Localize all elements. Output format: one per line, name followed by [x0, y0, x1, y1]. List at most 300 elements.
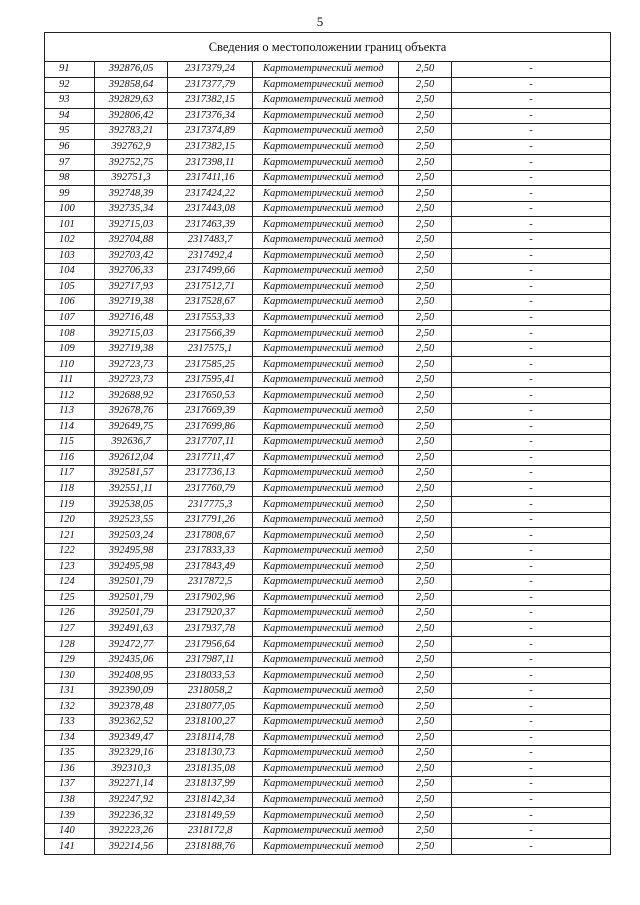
method-cell: Картометрический метод	[253, 575, 399, 591]
point-number-cell: 141	[45, 839, 95, 855]
precision-cell: 2,50	[399, 404, 452, 420]
point-number-cell: 92	[45, 77, 95, 93]
x-coordinate-cell: 392706,33	[95, 264, 168, 280]
method-cell: Картометрический метод	[253, 792, 399, 808]
precision-cell: 2,50	[399, 543, 452, 559]
description-cell: -	[452, 372, 611, 388]
x-coordinate-cell: 392581,57	[95, 466, 168, 482]
y-coordinate-cell: 2317707,11	[168, 435, 253, 451]
method-cell: Картометрический метод	[253, 326, 399, 342]
y-coordinate-cell: 2317463,39	[168, 217, 253, 233]
method-cell: Картометрический метод	[253, 808, 399, 824]
table-row	[45, 248, 611, 264]
point-number-cell: 114	[45, 419, 95, 435]
table-row	[45, 201, 611, 217]
point-number-cell: 116	[45, 450, 95, 466]
method-cell: Картометрический метод	[253, 310, 399, 326]
description-cell: -	[452, 388, 611, 404]
x-coordinate-cell: 392716,48	[95, 310, 168, 326]
x-coordinate-cell: 392783,21	[95, 124, 168, 140]
method-cell: Картометрический метод	[253, 699, 399, 715]
method-cell: Картометрический метод	[253, 450, 399, 466]
y-coordinate-cell: 2317920,37	[168, 606, 253, 622]
x-coordinate-cell: 392247,92	[95, 792, 168, 808]
y-coordinate-cell: 2318135,08	[168, 761, 253, 777]
y-coordinate-cell: 2317956,64	[168, 637, 253, 653]
x-coordinate-cell: 392703,42	[95, 248, 168, 264]
description-cell: -	[452, 217, 611, 233]
description-cell: -	[452, 683, 611, 699]
y-coordinate-cell: 2318077,05	[168, 699, 253, 715]
description-cell: -	[452, 714, 611, 730]
table-row	[45, 357, 611, 373]
x-coordinate-cell: 392223,26	[95, 823, 168, 839]
y-coordinate-cell: 2318100,27	[168, 714, 253, 730]
x-coordinate-cell: 392723,73	[95, 372, 168, 388]
point-number-cell: 123	[45, 559, 95, 575]
table-row	[45, 777, 611, 793]
table-row	[45, 606, 611, 622]
description-cell: -	[452, 839, 611, 855]
description-cell: -	[452, 792, 611, 808]
y-coordinate-cell: 2318142,34	[168, 792, 253, 808]
y-coordinate-cell: 2318149,59	[168, 808, 253, 824]
table-row	[45, 637, 611, 653]
point-number-cell: 139	[45, 808, 95, 824]
description-cell: -	[452, 606, 611, 622]
table-row	[45, 404, 611, 420]
point-number-cell: 119	[45, 497, 95, 513]
description-cell: -	[452, 77, 611, 93]
precision-cell: 2,50	[399, 186, 452, 202]
x-coordinate-cell: 392551,11	[95, 481, 168, 497]
precision-cell: 2,50	[399, 730, 452, 746]
y-coordinate-cell: 2317566,39	[168, 326, 253, 342]
table-row	[45, 668, 611, 684]
method-cell: Картометрический метод	[253, 637, 399, 653]
point-number-cell: 118	[45, 481, 95, 497]
table-row	[45, 155, 611, 171]
description-cell: -	[452, 419, 611, 435]
y-coordinate-cell: 2317512,71	[168, 279, 253, 295]
method-cell: Картометрический метод	[253, 357, 399, 373]
description-cell: -	[452, 170, 611, 186]
point-number-cell: 125	[45, 590, 95, 606]
method-cell: Картометрический метод	[253, 372, 399, 388]
description-cell: -	[452, 357, 611, 373]
precision-cell: 2,50	[399, 155, 452, 171]
table-row	[45, 388, 611, 404]
x-coordinate-cell: 392723,73	[95, 357, 168, 373]
method-cell: Картометрический метод	[253, 590, 399, 606]
table-row	[45, 808, 611, 824]
table-row	[45, 310, 611, 326]
point-number-cell: 109	[45, 341, 95, 357]
y-coordinate-cell: 2318130,73	[168, 746, 253, 762]
y-coordinate-cell: 2317808,67	[168, 528, 253, 544]
point-number-cell: 129	[45, 652, 95, 668]
description-cell: -	[452, 512, 611, 528]
method-cell: Картометрический метод	[253, 295, 399, 311]
point-number-cell: 128	[45, 637, 95, 653]
table-row	[45, 761, 611, 777]
point-number-cell: 115	[45, 435, 95, 451]
method-cell: Картометрический метод	[253, 543, 399, 559]
description-cell: -	[452, 279, 611, 295]
y-coordinate-cell: 2317553,33	[168, 310, 253, 326]
precision-cell: 2,50	[399, 264, 452, 280]
method-cell: Картометрический метод	[253, 170, 399, 186]
description-cell: -	[452, 497, 611, 513]
point-number-cell: 95	[45, 124, 95, 140]
y-coordinate-cell: 2318033,53	[168, 668, 253, 684]
method-cell: Картометрический метод	[253, 559, 399, 575]
precision-cell: 2,50	[399, 372, 452, 388]
precision-cell: 2,50	[399, 310, 452, 326]
y-coordinate-cell: 2317528,67	[168, 295, 253, 311]
method-cell: Картометрический метод	[253, 124, 399, 140]
y-coordinate-cell: 2318114,78	[168, 730, 253, 746]
y-coordinate-cell: 2318172,8	[168, 823, 253, 839]
method-cell: Картометрический метод	[253, 714, 399, 730]
method-cell: Картометрический метод	[253, 77, 399, 93]
method-cell: Картометрический метод	[253, 466, 399, 482]
x-coordinate-cell: 392649,75	[95, 419, 168, 435]
point-number-cell: 102	[45, 233, 95, 249]
table-row	[45, 792, 611, 808]
method-cell: Картометрический метод	[253, 186, 399, 202]
y-coordinate-cell: 2317791,26	[168, 512, 253, 528]
y-coordinate-cell: 2317595,41	[168, 372, 253, 388]
table-row	[45, 435, 611, 451]
precision-cell: 2,50	[399, 77, 452, 93]
point-number-cell: 133	[45, 714, 95, 730]
x-coordinate-cell: 392501,79	[95, 590, 168, 606]
precision-cell: 2,50	[399, 746, 452, 762]
point-number-cell: 112	[45, 388, 95, 404]
x-coordinate-cell: 392719,38	[95, 295, 168, 311]
method-cell: Картометрический метод	[253, 823, 399, 839]
point-number-cell: 120	[45, 512, 95, 528]
description-cell: -	[452, 730, 611, 746]
y-coordinate-cell: 2317872,5	[168, 575, 253, 591]
x-coordinate-cell: 392688,92	[95, 388, 168, 404]
method-cell: Картометрический метод	[253, 62, 399, 78]
point-number-cell: 127	[45, 621, 95, 637]
method-cell: Картометрический метод	[253, 528, 399, 544]
method-cell: Картометрический метод	[253, 668, 399, 684]
x-coordinate-cell: 392858,64	[95, 77, 168, 93]
description-cell: -	[452, 699, 611, 715]
y-coordinate-cell: 2317382,15	[168, 93, 253, 109]
y-coordinate-cell: 2317937,78	[168, 621, 253, 637]
table-row	[45, 575, 611, 591]
y-coordinate-cell: 2317382,15	[168, 139, 253, 155]
x-coordinate-cell: 392390,09	[95, 683, 168, 699]
precision-cell: 2,50	[399, 93, 452, 109]
precision-cell: 2,50	[399, 170, 452, 186]
x-coordinate-cell: 392408,95	[95, 668, 168, 684]
method-cell: Картометрический метод	[253, 217, 399, 233]
table-row	[45, 699, 611, 715]
description-cell: -	[452, 295, 611, 311]
precision-cell: 2,50	[399, 139, 452, 155]
y-coordinate-cell: 2317483,7	[168, 233, 253, 249]
method-cell: Картометрический метод	[253, 777, 399, 793]
x-coordinate-cell: 392501,79	[95, 575, 168, 591]
table-row	[45, 466, 611, 482]
precision-cell: 2,50	[399, 559, 452, 575]
x-coordinate-cell: 392214,56	[95, 839, 168, 855]
y-coordinate-cell: 2317374,89	[168, 124, 253, 140]
y-coordinate-cell: 2318058,2	[168, 683, 253, 699]
table-header-row	[45, 33, 611, 62]
point-number-cell: 132	[45, 699, 95, 715]
precision-cell: 2,50	[399, 62, 452, 78]
method-cell: Картометрический метод	[253, 279, 399, 295]
table-row	[45, 279, 611, 295]
precision-cell: 2,50	[399, 388, 452, 404]
method-cell: Картометрический метод	[253, 201, 399, 217]
y-coordinate-cell: 2318137,99	[168, 777, 253, 793]
x-coordinate-cell: 392349,47	[95, 730, 168, 746]
y-coordinate-cell: 2317699,86	[168, 419, 253, 435]
precision-cell: 2,50	[399, 326, 452, 342]
y-coordinate-cell: 2317376,34	[168, 108, 253, 124]
table-row	[45, 528, 611, 544]
precision-cell: 2,50	[399, 528, 452, 544]
description-cell: -	[452, 435, 611, 451]
x-coordinate-cell: 392378,48	[95, 699, 168, 715]
y-coordinate-cell: 2317843,49	[168, 559, 253, 575]
precision-cell: 2,50	[399, 357, 452, 373]
y-coordinate-cell: 2317736,13	[168, 466, 253, 482]
description-cell: -	[452, 124, 611, 140]
x-coordinate-cell: 392719,38	[95, 341, 168, 357]
method-cell: Картометрический метод	[253, 155, 399, 171]
description-cell: -	[452, 528, 611, 544]
point-number-cell: 106	[45, 295, 95, 311]
y-coordinate-cell: 2317377,79	[168, 77, 253, 93]
method-cell: Картометрический метод	[253, 621, 399, 637]
table-row	[45, 543, 611, 559]
x-coordinate-cell: 392806,42	[95, 108, 168, 124]
table-row	[45, 823, 611, 839]
table-row	[45, 372, 611, 388]
point-number-cell: 105	[45, 279, 95, 295]
table-row	[45, 419, 611, 435]
y-coordinate-cell: 2317424,22	[168, 186, 253, 202]
point-number-cell: 111	[45, 372, 95, 388]
x-coordinate-cell: 392435,06	[95, 652, 168, 668]
description-cell: -	[452, 668, 611, 684]
precision-cell: 2,50	[399, 233, 452, 249]
y-coordinate-cell: 2317669,39	[168, 404, 253, 420]
table-row	[45, 326, 611, 342]
precision-cell: 2,50	[399, 699, 452, 715]
point-number-cell: 138	[45, 792, 95, 808]
point-number-cell: 100	[45, 201, 95, 217]
description-cell: -	[452, 155, 611, 171]
y-coordinate-cell: 2317575,1	[168, 341, 253, 357]
y-coordinate-cell: 2317411,16	[168, 170, 253, 186]
method-cell: Картометрический метод	[253, 481, 399, 497]
y-coordinate-cell: 2317711,47	[168, 450, 253, 466]
description-cell: -	[452, 575, 611, 591]
x-coordinate-cell: 392636,7	[95, 435, 168, 451]
precision-cell: 2,50	[399, 512, 452, 528]
table-row	[45, 124, 611, 140]
table-row	[45, 62, 611, 78]
point-number-cell: 108	[45, 326, 95, 342]
x-coordinate-cell: 392362,52	[95, 714, 168, 730]
y-coordinate-cell: 2317492,4	[168, 248, 253, 264]
precision-cell: 2,50	[399, 808, 452, 824]
x-coordinate-cell: 392751,3	[95, 170, 168, 186]
precision-cell: 2,50	[399, 683, 452, 699]
y-coordinate-cell: 2318188,76	[168, 839, 253, 855]
table-row	[45, 714, 611, 730]
precision-cell: 2,50	[399, 652, 452, 668]
x-coordinate-cell: 392538,05	[95, 497, 168, 513]
point-number-cell: 124	[45, 575, 95, 591]
point-number-cell: 101	[45, 217, 95, 233]
precision-cell: 2,50	[399, 777, 452, 793]
x-coordinate-cell: 392503,24	[95, 528, 168, 544]
method-cell: Картометрический метод	[253, 652, 399, 668]
description-cell: -	[452, 186, 611, 202]
precision-cell: 2,50	[399, 637, 452, 653]
description-cell: -	[452, 264, 611, 280]
point-number-cell: 140	[45, 823, 95, 839]
x-coordinate-cell: 392762,9	[95, 139, 168, 155]
table-row	[45, 264, 611, 280]
table-row	[45, 170, 611, 186]
point-number-cell: 121	[45, 528, 95, 544]
method-cell: Картометрический метод	[253, 761, 399, 777]
method-cell: Картометрический метод	[253, 248, 399, 264]
table-row	[45, 730, 611, 746]
point-number-cell: 107	[45, 310, 95, 326]
method-cell: Картометрический метод	[253, 404, 399, 420]
point-number-cell: 131	[45, 683, 95, 699]
method-cell: Картометрический метод	[253, 419, 399, 435]
point-number-cell: 96	[45, 139, 95, 155]
method-cell: Картометрический метод	[253, 730, 399, 746]
method-cell: Картометрический метод	[253, 139, 399, 155]
method-cell: Картометрический метод	[253, 341, 399, 357]
point-number-cell: 136	[45, 761, 95, 777]
point-number-cell: 134	[45, 730, 95, 746]
description-cell: -	[452, 466, 611, 482]
y-coordinate-cell: 2317833,33	[168, 543, 253, 559]
description-cell: -	[452, 637, 611, 653]
table-row	[45, 217, 611, 233]
y-coordinate-cell: 2317760,79	[168, 481, 253, 497]
table-row	[45, 139, 611, 155]
precision-cell: 2,50	[399, 590, 452, 606]
method-cell: Картометрический метод	[253, 497, 399, 513]
description-cell: -	[452, 481, 611, 497]
precision-cell: 2,50	[399, 217, 452, 233]
precision-cell: 2,50	[399, 419, 452, 435]
x-coordinate-cell: 392472,77	[95, 637, 168, 653]
x-coordinate-cell: 392523,55	[95, 512, 168, 528]
table-row	[45, 93, 611, 109]
table-row	[45, 295, 611, 311]
precision-cell: 2,50	[399, 201, 452, 217]
table-row	[45, 481, 611, 497]
point-number-cell: 93	[45, 93, 95, 109]
description-cell: -	[452, 326, 611, 342]
table-row	[45, 497, 611, 513]
method-cell: Картометрический метод	[253, 512, 399, 528]
description-cell: -	[452, 233, 611, 249]
description-cell: -	[452, 450, 611, 466]
x-coordinate-cell: 392495,98	[95, 559, 168, 575]
precision-cell: 2,50	[399, 466, 452, 482]
point-number-cell: 97	[45, 155, 95, 171]
precision-cell: 2,50	[399, 279, 452, 295]
precision-cell: 2,50	[399, 606, 452, 622]
x-coordinate-cell: 392735,34	[95, 201, 168, 217]
x-coordinate-cell: 392717,93	[95, 279, 168, 295]
table-row	[45, 652, 611, 668]
table-row	[45, 839, 611, 855]
boundary-coordinates-table	[44, 32, 611, 855]
y-coordinate-cell: 2317775,3	[168, 497, 253, 513]
method-cell: Картометрический метод	[253, 683, 399, 699]
table-row	[45, 746, 611, 762]
precision-cell: 2,50	[399, 621, 452, 637]
point-number-cell: 94	[45, 108, 95, 124]
description-cell: -	[452, 761, 611, 777]
precision-cell: 2,50	[399, 481, 452, 497]
table-row	[45, 683, 611, 699]
method-cell: Картометрический метод	[253, 606, 399, 622]
point-number-cell: 103	[45, 248, 95, 264]
table-title: Сведения о местоположении границ объекта	[45, 33, 611, 62]
x-coordinate-cell: 392715,03	[95, 326, 168, 342]
table-row	[45, 186, 611, 202]
x-coordinate-cell: 392271,14	[95, 777, 168, 793]
precision-cell: 2,50	[399, 823, 452, 839]
method-cell: Картометрический метод	[253, 435, 399, 451]
x-coordinate-cell: 392310,3	[95, 761, 168, 777]
y-coordinate-cell: 2317585,25	[168, 357, 253, 373]
y-coordinate-cell: 2317499,66	[168, 264, 253, 280]
point-number-cell: 122	[45, 543, 95, 559]
x-coordinate-cell: 392752,75	[95, 155, 168, 171]
description-cell: -	[452, 248, 611, 264]
description-cell: -	[452, 404, 611, 420]
y-coordinate-cell: 2317650,53	[168, 388, 253, 404]
precision-cell: 2,50	[399, 575, 452, 591]
table-row	[45, 341, 611, 357]
description-cell: -	[452, 201, 611, 217]
x-coordinate-cell: 392876,05	[95, 62, 168, 78]
point-number-cell: 98	[45, 170, 95, 186]
y-coordinate-cell: 2317379,24	[168, 62, 253, 78]
description-cell: -	[452, 139, 611, 155]
table-row	[45, 512, 611, 528]
point-number-cell: 117	[45, 466, 95, 482]
description-cell: -	[452, 777, 611, 793]
description-cell: -	[452, 543, 611, 559]
point-number-cell: 91	[45, 62, 95, 78]
method-cell: Картометрический метод	[253, 839, 399, 855]
table-row	[45, 108, 611, 124]
